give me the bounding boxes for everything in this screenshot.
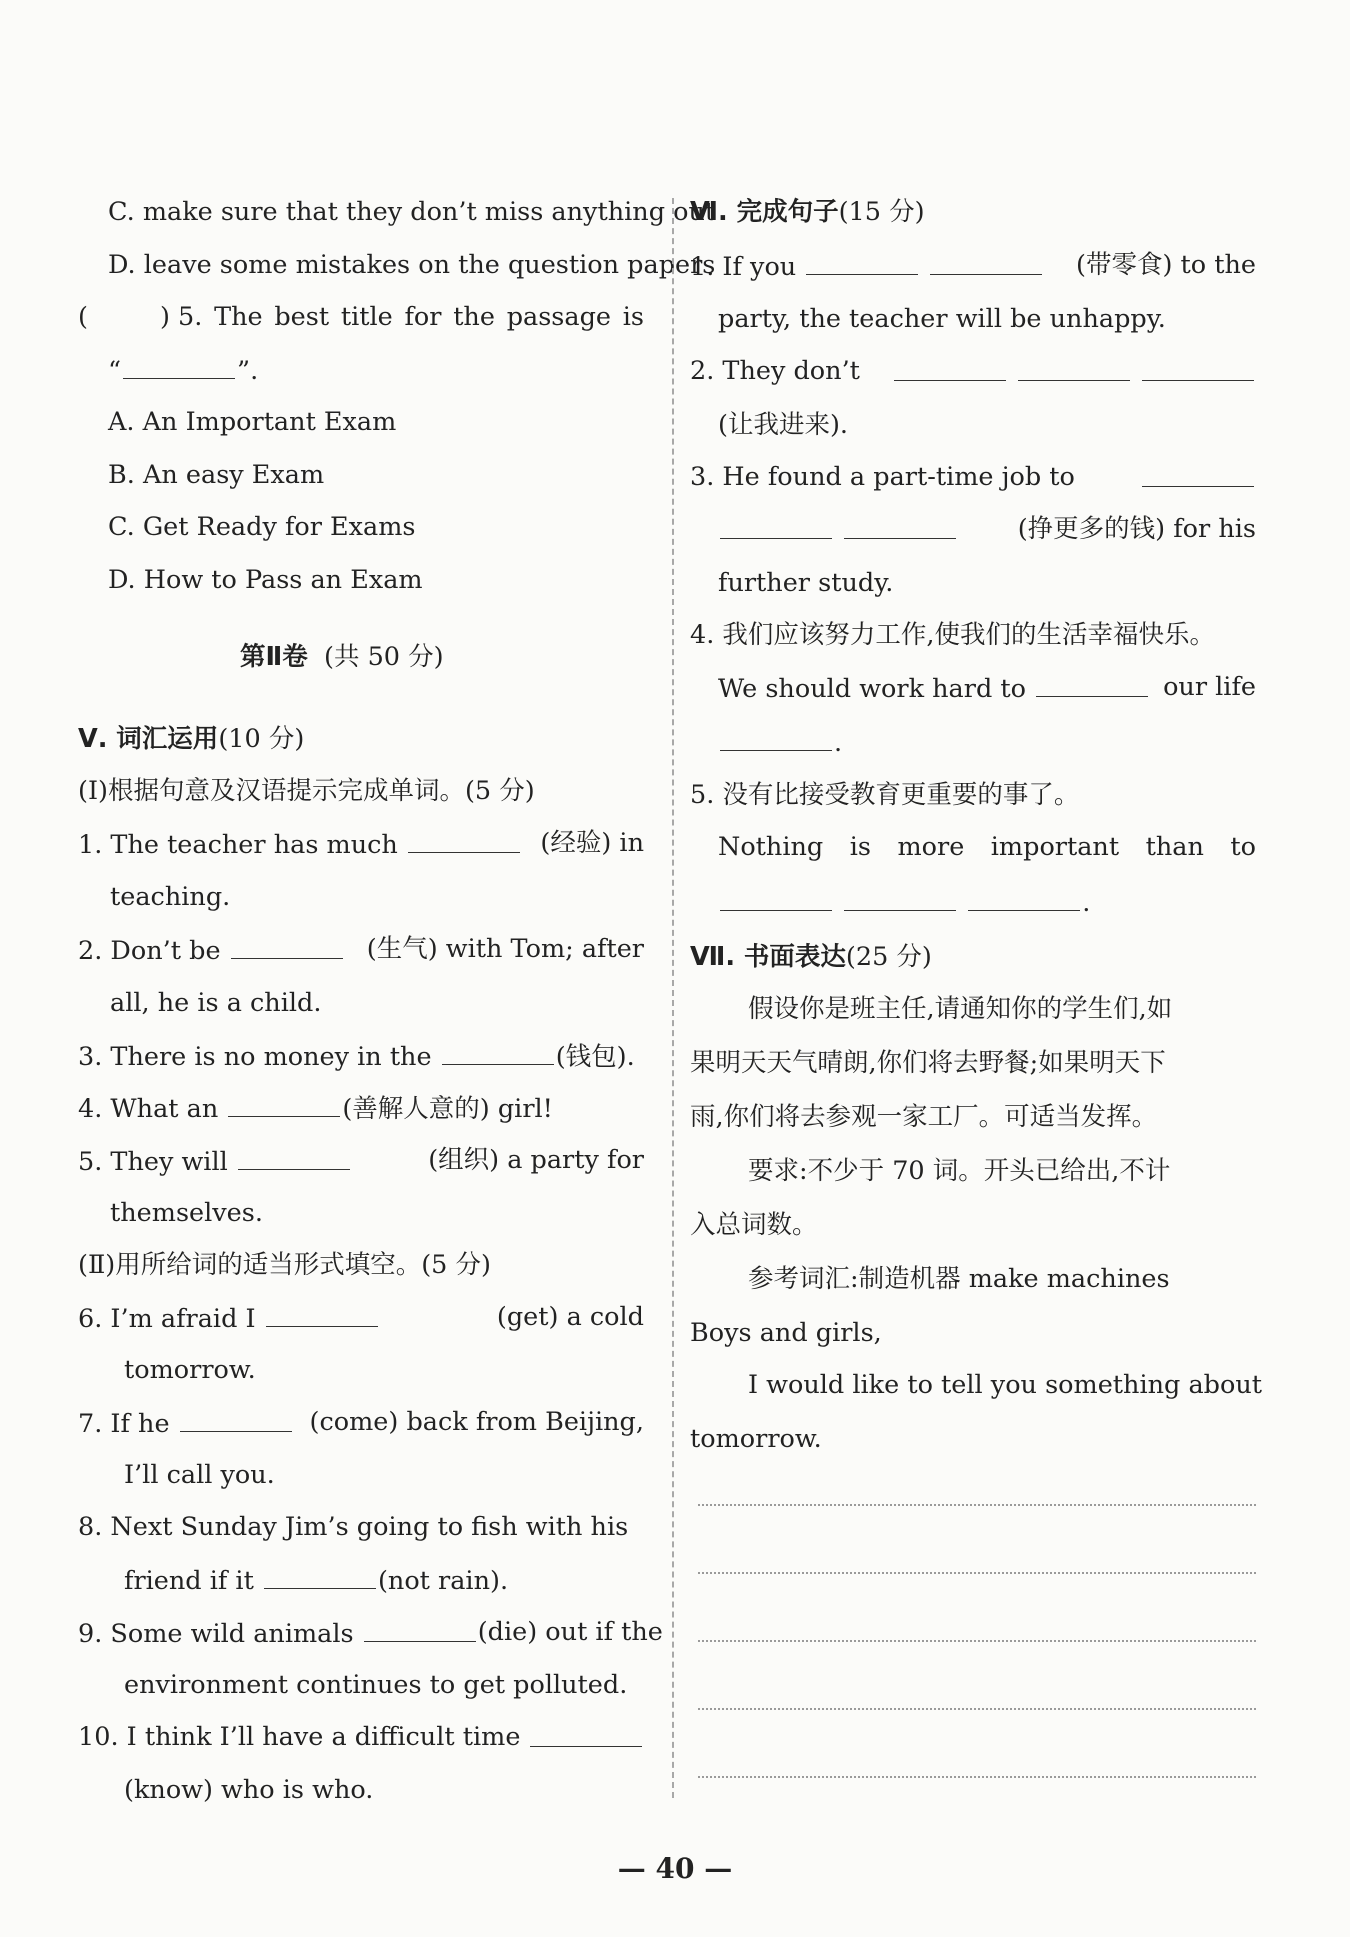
- q5-option-b[interactable]: B. An easy Exam: [108, 460, 325, 490]
- s7-prompt-line2: 果明天天气晴朗,你们将去野餐;如果明天下: [690, 1048, 1166, 1078]
- s5-q8-blank[interactable]: [264, 1562, 376, 1589]
- writing-line[interactable]: [698, 1640, 1256, 1642]
- writing-line[interactable]: [698, 1708, 1256, 1710]
- s6-q5-chinese: 5. 没有比接受教育更重要的事了。: [690, 780, 1080, 810]
- s6-q2-blank2[interactable]: [1018, 354, 1130, 381]
- s5-q10-blank[interactable]: [530, 1720, 642, 1747]
- s6-q4-chinese: 4. 我们应该努力工作,使我们的生活幸福快乐。: [690, 620, 1216, 650]
- s5-q6-blank[interactable]: [266, 1300, 378, 1327]
- part2-heading: 第Ⅱ卷 (共 50 分): [240, 642, 444, 672]
- s6-q5-blank1[interactable]: [720, 884, 832, 911]
- s5-q5: 5. They will (组织) a party for: [78, 1145, 644, 1177]
- writing-line[interactable]: [698, 1776, 1256, 1778]
- s6-q5-line2: .: [718, 884, 1090, 920]
- s5-q7-blank[interactable]: [180, 1405, 292, 1432]
- s5-q7-cont: I’ll call you.: [124, 1460, 275, 1490]
- s6-q1: 1. If you (带零食) to the: [690, 250, 1256, 282]
- writing-line[interactable]: [698, 1504, 1256, 1506]
- s5-q3: 3. There is no money in the (钱包).: [78, 1038, 635, 1074]
- section5-sub2: (Ⅱ)用所给词的适当形式填空。(5 分): [78, 1250, 491, 1280]
- s6-q3-blank1[interactable]: [1142, 460, 1254, 487]
- s7-vocab: 参考词汇:制造机器 make machines: [748, 1264, 1170, 1294]
- s6-q1-blank1[interactable]: [806, 248, 918, 275]
- s6-q3-blank3[interactable]: [844, 512, 956, 539]
- s6-q1-cont: party, the teacher will be unhappy.: [718, 304, 1166, 334]
- q5-number: 5.: [178, 302, 203, 332]
- section5-sub1: (Ⅰ)根据句意及汉语提示完成单词。(5 分): [78, 776, 535, 806]
- s6-q4-blank1[interactable]: [1036, 670, 1148, 697]
- s5-q7: 7. If he (come) back from Beijing,: [78, 1407, 644, 1439]
- q5-answer-paren-close[interactable]: ): [160, 302, 170, 332]
- s5-q9-cont: environment continues to get polluted.: [124, 1670, 628, 1700]
- s5-q9: 9. Some wild animals (die) out if the: [78, 1617, 663, 1649]
- s7-req-line2: 入总词数。: [690, 1210, 818, 1240]
- s6-q2-cont: (让我进来).: [718, 410, 849, 440]
- s5-q5-blank[interactable]: [238, 1143, 350, 1170]
- s5-q1-cont: teaching.: [110, 882, 231, 912]
- column-divider: [672, 198, 674, 1798]
- s6-q4-blank2[interactable]: [720, 724, 832, 751]
- q5-option-d[interactable]: D. How to Pass an Exam: [108, 565, 423, 595]
- s6-q3-blank2[interactable]: [720, 512, 832, 539]
- s6-q4-line2: .: [718, 724, 842, 760]
- s5-q1: 1. The teacher has much (经验) in: [78, 828, 644, 860]
- section6-heading: Ⅵ. 完成句子(15 分): [690, 197, 925, 227]
- page-number: — 40 —: [617, 1852, 733, 1885]
- s5-q9-blank[interactable]: [364, 1615, 476, 1642]
- s5-q2: 2. Don’t be (生气) with Tom; after: [78, 934, 644, 966]
- s5-q4: 4. What an (善解人意的) girl!: [78, 1090, 553, 1126]
- s6-q1-blank2[interactable]: [930, 248, 1042, 275]
- s7-greeting: Boys and girls,: [690, 1318, 882, 1348]
- s5-q6: 6. I’m afraid I (get) a cold: [78, 1302, 644, 1334]
- writing-line[interactable]: [698, 1572, 1256, 1574]
- s5-q2-blank[interactable]: [231, 932, 343, 959]
- s6-q5-blank3[interactable]: [968, 884, 1080, 911]
- s6-q2: 2. They don’t: [690, 354, 1256, 390]
- s7-body-line1: I would like to tell you something about: [748, 1370, 1263, 1400]
- s7-prompt-line3: 雨,你们将去参观一家工厂。可适当发挥。: [690, 1102, 1158, 1132]
- s5-q10: 10. I think I’ll have a difficult time: [78, 1720, 644, 1754]
- q5-answer-paren-open[interactable]: (: [78, 302, 88, 332]
- s7-body-line2: tomorrow.: [690, 1424, 822, 1454]
- s6-q5-blank2[interactable]: [844, 884, 956, 911]
- s5-q6-cont: tomorrow.: [124, 1355, 256, 1385]
- q5-option-c[interactable]: C. Get Ready for Exams: [108, 512, 416, 542]
- section5-heading: Ⅴ. 词汇运用(10 分): [78, 724, 305, 754]
- s5-q2-cont: all, he is a child.: [110, 988, 322, 1018]
- s5-q5-cont: themselves.: [110, 1198, 263, 1228]
- q4-option-c[interactable]: C. make sure that they don’t miss anything out: [108, 197, 716, 227]
- s6-q4-line: We should work hard to our life: [718, 672, 1256, 704]
- s5-q10-cont: (know) who is who.: [124, 1775, 374, 1805]
- q5-blank[interactable]: [123, 352, 235, 379]
- s6-q5-line: Nothing is more important than to: [718, 832, 1256, 862]
- s5-q8: 8. Next Sunday Jim’s going to fish with his: [78, 1512, 629, 1542]
- s5-q3-blank[interactable]: [442, 1038, 554, 1065]
- s6-q3-cont: further study.: [718, 568, 894, 598]
- s6-q3: 3. He found a part-time job to: [690, 460, 1256, 494]
- s6-q3-line2: (挣更多的钱) for his: [718, 512, 1256, 548]
- s6-q2-blank3[interactable]: [1142, 354, 1254, 381]
- s6-q2-blank1[interactable]: [894, 354, 1006, 381]
- s5-q8-cont: friend if it (not rain).: [124, 1562, 508, 1598]
- q5-option-a[interactable]: A. An Important Exam: [108, 407, 397, 437]
- s7-prompt-line1: 假设你是班主任,请通知你的学生们,如: [748, 994, 1173, 1024]
- s7-req-line1: 要求:不少于 70 词。开头已给出,不计: [748, 1156, 1171, 1186]
- q4-option-d[interactable]: D. leave some mistakes on the question papers: [108, 250, 716, 280]
- q5-title-blank-line: “ ”.: [108, 352, 258, 388]
- s5-q4-blank[interactable]: [228, 1090, 340, 1117]
- q5-stem: 5. The best title for the passage is: [178, 302, 644, 332]
- s5-q1-blank[interactable]: [408, 826, 520, 853]
- section7-heading: Ⅶ. 书面表达(25 分): [690, 942, 932, 972]
